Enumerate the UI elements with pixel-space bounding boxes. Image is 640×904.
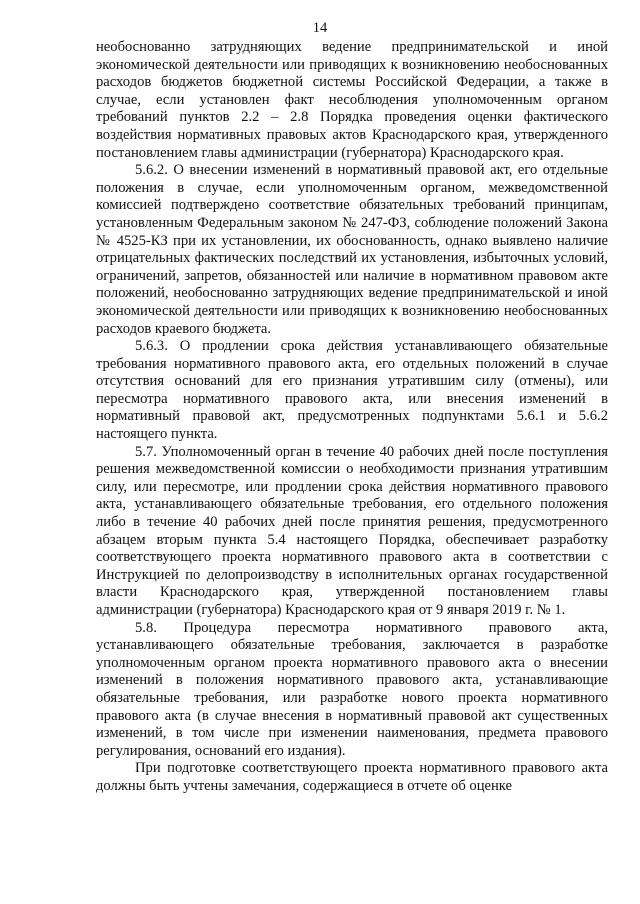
paragraph-5-6-3: 5.6.3. О продлении срока действия устанавливающего обязательные требования нормативного правового акта, его отдельных положений в случае отсутствия оснований для его признания утратившим силу (отмены), или пересмотра нормативного правового акта, или внесения изменений в нормативный правовой акт, предусмотренных подпунктами 5.6.1 и 5.6.2 настоящего пункта.: [96, 338, 608, 443]
document-body: [96, 39, 608, 796]
paragraph-5-7: 5.7. Уполномоченный орган в течение 40 рабочих дней после поступления решения межведомственной комиссии о необходимости признания утратившим силу, или пересмотре, или продлении срока действия нормативного правового акта, устанавливающего обязательные требования, его отдельного положения либо в течение 40 рабочих дней после принятия решения, предусмотренного абзацем вторым пункта 5.4 настоящего Порядка, обеспечивает разработку соответствующего проекта нормативного правового акта в соответствии с Инструкцией по делопроизводству в исполнительных органах государственной власти Краснодарского края, утвержденной постановлением главы администрации (губернатора) Краснодарского края от 9 января 2019 г. № 1.: [96, 443, 608, 618]
paragraph-continuation: необоснованно затрудняющих ведение предпринимательской и иной экономической деятельности или приводящих к возникновению необоснованных расходов бюджетов бюджетной системы Российской Федерации, а также в случае, если установлен факт несоблюдения уполномоченным органом требований пунктов 2.2 – 2.8 Порядка проведения оценки фактического воздействия нормативных правовых актов Краснодарского края, утвержденного постановлением главы администрации (губернатора) Краснодарского края.: [96, 39, 608, 161]
paragraph-5-8: 5.8. Процедура пересмотра нормативного правового акта, устанавливающего обязательные требования, заключается в разработке уполномоченным органом проекта нормативного правового акта о внесении изменений в положения нормативного правового акта, устанавливающие обязательные требования, или разработке нового проекта нормативного правового акта (в случае внесения в нормативный правовой акт существенных изменений, в том числе при изменении наименования, предмета правового регулирования, оснований его издания).: [96, 619, 608, 759]
paragraph-5-6-2: 5.6.2. О внесении изменений в нормативный правовой акт, его отдельные положения в случае, если уполномоченным органом, межведомственной комиссией подтверждено соответствие обязательных требований принципам, установленным Федеральным законом № 247-ФЗ, соблюдение положений Закона № 4525-КЗ при их установлении, их обоснованность, однако выявлено наличие отрицательных фактических последствий их установления, избыточных условий, ограничений, запретов, обязанностей или наличие в нормативном правовом акте положений, необоснованно затрудняющих ведение предпринимательской и иной экономической деятельности или приводящих к возникновению необоснованных расходов краевого бюджета.: [96, 162, 608, 337]
page-number: 14: [312, 20, 328, 36]
paragraph-5-8-continued: При подготовке соответствующего проекта нормативного правового акта должны быть учтены замечания, содержащиеся в отчете об оценке: [96, 760, 608, 794]
